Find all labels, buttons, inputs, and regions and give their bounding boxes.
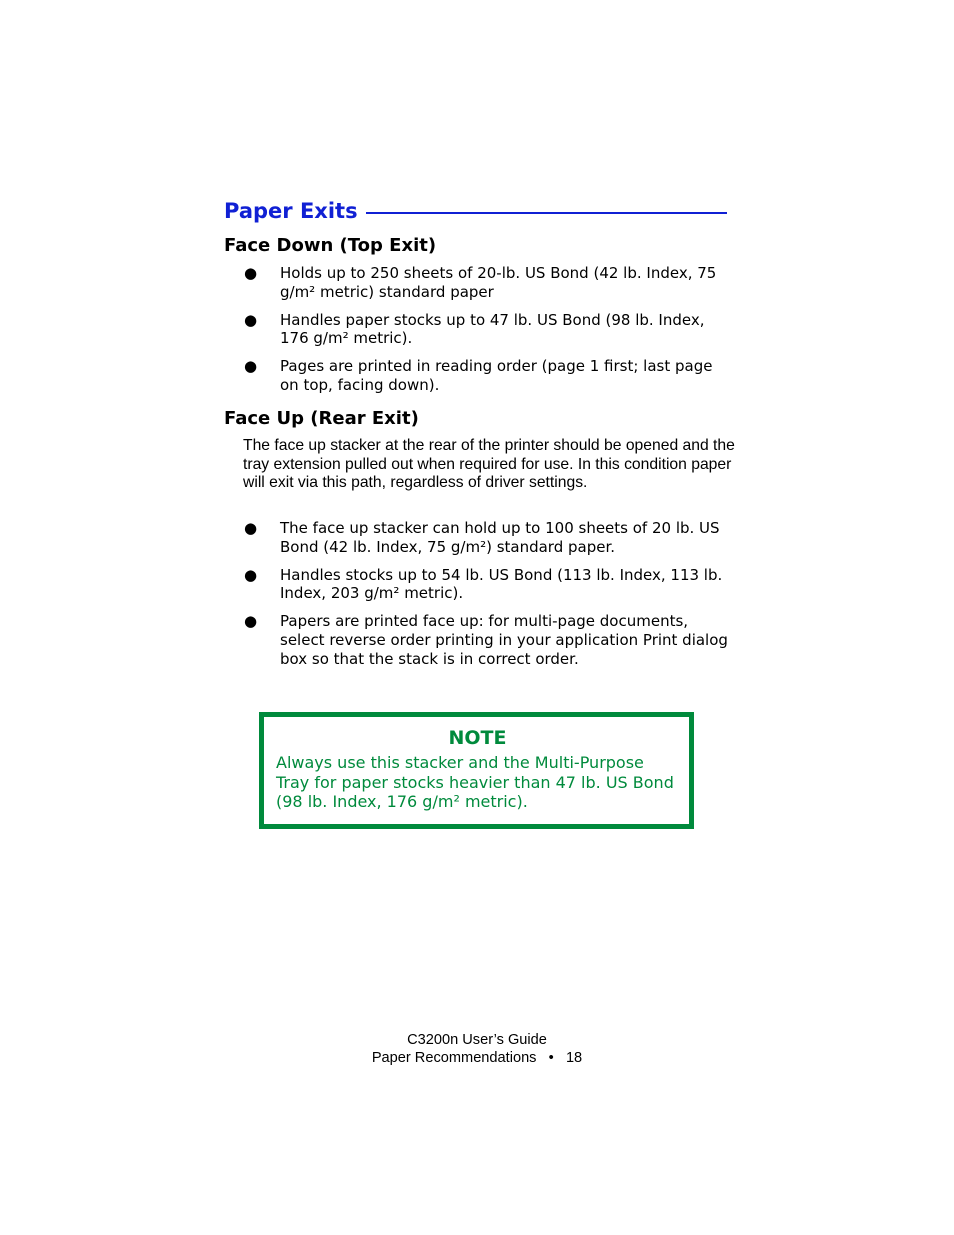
bullet-text: Holds up to 250 sheets of 20-lb. US Bond (42 lb. Index, 75 g/m² metric) standard paper <box>280 264 717 301</box>
page-number: 18 <box>565 1049 583 1066</box>
footer-section-line <box>0 1050 954 1068</box>
list-item <box>224 519 734 556</box>
note-title: NOTE <box>448 727 507 749</box>
note-box <box>259 712 694 829</box>
page-title <box>224 196 727 226</box>
bullet-text: Pages are printed in reading order (page 1 first; last page on top, facing down). <box>280 357 713 394</box>
bullet-icon: ● <box>244 565 258 584</box>
list-item <box>224 264 734 301</box>
heading-face-down: Face Down (Top Exit) <box>224 235 437 256</box>
list-item <box>224 566 734 603</box>
list-item <box>224 311 734 348</box>
list-item <box>224 612 734 668</box>
title-underline-rule <box>366 212 727 214</box>
bullet-icon: ● <box>244 519 258 537</box>
face-up-paragraph: The face up stacker at the rear of the printer should be opened and the tray extension pulled out when required for use. In this condition paper will exit via this path, regardless of driver settings. <box>243 437 735 492</box>
page-title-text: Paper Exits <box>224 199 358 223</box>
bullet-text: Papers are printed face up: for multi-page documents, select reverse order printing in your application Print dialog box so that the stack is in correct order. <box>280 612 728 668</box>
bullet-icon: ● <box>244 264 258 282</box>
list-item <box>224 357 734 394</box>
bullet-icon: ● <box>244 612 258 631</box>
bullet-text: The face up stacker can hold up to 100 sheets of 20 lb. US Bond (42 lb. Index, 75 g/m²) standard paper. <box>280 519 720 556</box>
bullet-icon: ● <box>244 357 258 376</box>
footer-separator: • <box>548 1049 554 1066</box>
face-up-bullet-list <box>224 519 734 668</box>
bullet-text: Handles stocks up to 54 lb. US Bond (113 lb. Index, 113 lb. Index, 203 g/m² metric). <box>280 565 723 603</box>
note-text: Always use this stacker and the Multi-Purpose Tray for paper stocks heavier than 47 lb. US Bond (98 lb. Index, 176 g/m² metric). <box>276 753 674 811</box>
footer-section: Paper Recommendations <box>371 1049 537 1066</box>
face-down-bullet-list <box>224 264 734 395</box>
heading-face-up: Face Up (Rear Exit) <box>224 408 419 429</box>
bullet-icon: ● <box>244 310 258 329</box>
footer-guide-title: C3200n User’s Guide <box>407 1032 547 1048</box>
page-footer <box>0 1032 954 1067</box>
bullet-text: Handles paper stocks up to 47 lb. US Bond (98 lb. Index, 176 g/m² metric). <box>280 310 705 348</box>
